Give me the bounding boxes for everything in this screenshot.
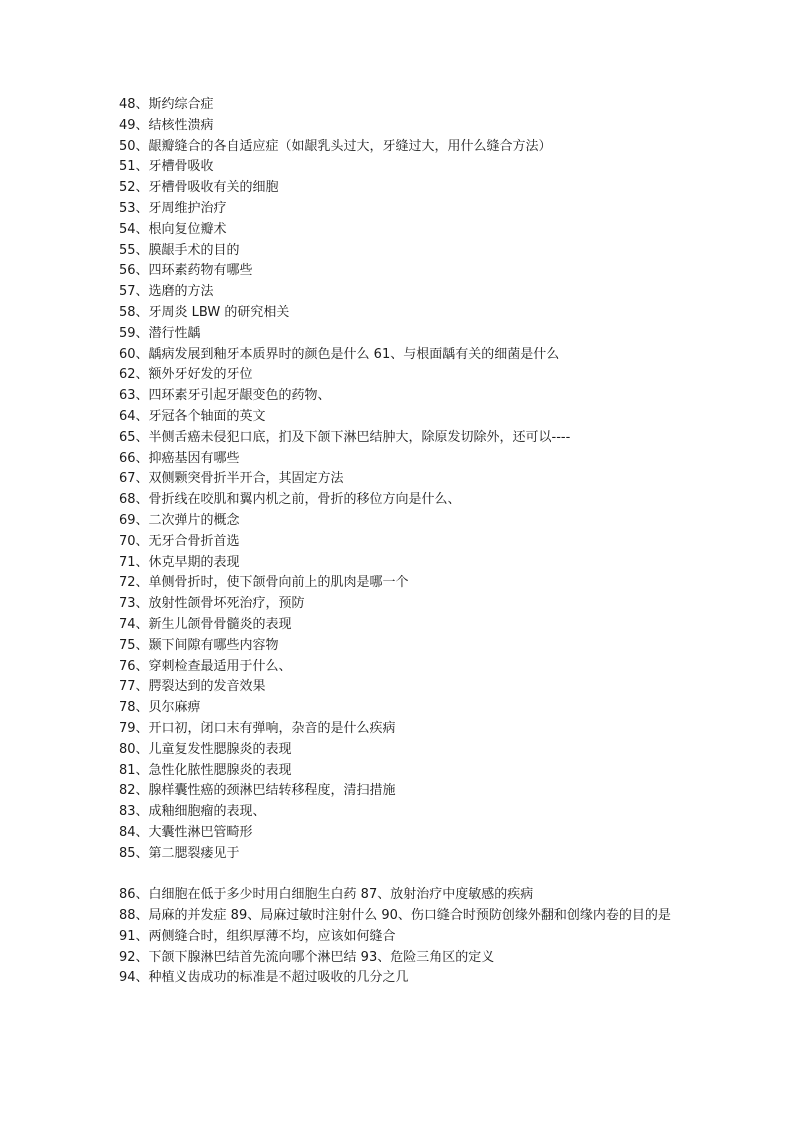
question-line: 75、颞下间隙有哪些内容物 [119,637,279,653]
question-line: 65、半侧舌癌未侵犯口底，扪及下颌下淋巴结肿大，除原发切除外，还可以---- [119,429,571,445]
question-line: 79、开口初，闭口末有弹响，杂音的是什么疾病 [119,720,396,736]
question-line: 58、牙周炎 LBW 的研究相关 [119,304,290,320]
question-line: 81、急性化脓性腮腺炎的表现 [119,762,292,778]
question-line: 60、龋病发展到釉牙本质界时的颜色是什么 61、与根面龋有关的细菌是什么 [119,346,560,362]
question-block-2 [119,885,679,989]
question-line: 74、新生儿颌骨骨髓炎的表现 [119,616,292,632]
question-line: 48、斯约综合症 [119,97,214,112]
question-list [119,95,679,989]
question-line: 80、儿童复发性腮腺炎的表现 [119,741,292,757]
question-line: 70、无牙合骨折首选 [119,533,240,549]
question-line: 62、额外牙好发的牙位 [119,367,253,383]
question-line: 50、龈瓣缝合的各自适应症（如龈乳头过大，牙缝过大，用什么缝合方法） [119,138,552,154]
question-line: 86、白细胞在低于多少时用白细胞生白药 87、放射治疗中度敏感的疾病 [119,887,534,903]
question-line: 91、两侧缝合时，组织厚薄不均，应该如何缝合 [119,928,396,944]
question-line: 67、双侧颗突骨折半开合，其固定方法 [119,471,344,487]
question-line: 85、第二腮裂瘘见于 [119,845,240,861]
question-line: 53、牙周维护治疗 [119,200,227,216]
question-block-1 [119,95,679,864]
question-line: 49、结核性溃病 [119,117,214,133]
question-line: 63、四环素牙引起牙龈变色的药物、 [119,388,331,404]
question-line: 72、单侧骨折时，使下颌骨向前上的肌肉是哪一个 [119,575,409,591]
question-line: 82、腺样囊性癌的颈淋巴结转移程度，清扫措施 [119,783,396,799]
question-line: 68、骨折线在咬肌和翼内机之前，骨折的移位方向是什么、 [119,492,461,508]
question-line: 69、二次弹片的概念 [119,512,240,528]
question-line: 88、局麻的并发症 89、局麻过敏时注射什么 90、伤口缝合时预防创缘外翻和创缘内卷的目的是 [119,908,671,924]
question-line: 66、抑癌基因有哪些 [119,450,240,466]
question-line: 77、腭裂达到的发音效果 [119,679,266,695]
question-line: 64、牙冠各个轴面的英文 [119,408,266,424]
question-line: 94、种植义齿成功的标准是不超过吸收的几分之几 [119,970,409,986]
question-line: 51、牙槽骨吸收 [119,159,214,175]
question-line: 71、休克早期的表现 [119,554,240,570]
question-line: 78、贝尔麻痹 [119,700,201,716]
question-line: 84、大囊性淋巴管畸形 [119,824,253,840]
question-line: 92、下颌下腺淋巴结首先流向哪个淋巴结 93、危险三角区的定义 [119,949,495,965]
question-line: 59、潜行性龋 [119,325,201,341]
question-line: 57、选磨的方法 [119,284,214,300]
paragraph-gap [119,864,679,885]
question-line: 73、放射性颌骨坏死治疗，预防 [119,596,305,612]
question-line: 83、成釉细胞瘤的表现、 [119,804,266,820]
question-line: 54、根向复位瓣术 [119,221,227,237]
question-line: 76、穿刺检查最适用于什么、 [119,658,292,674]
question-line: 52、牙槽骨吸收有关的细胞 [119,180,279,196]
question-line: 55、膜龈手术的目的 [119,242,240,258]
question-line: 56、四环素药物有哪些 [119,263,253,279]
